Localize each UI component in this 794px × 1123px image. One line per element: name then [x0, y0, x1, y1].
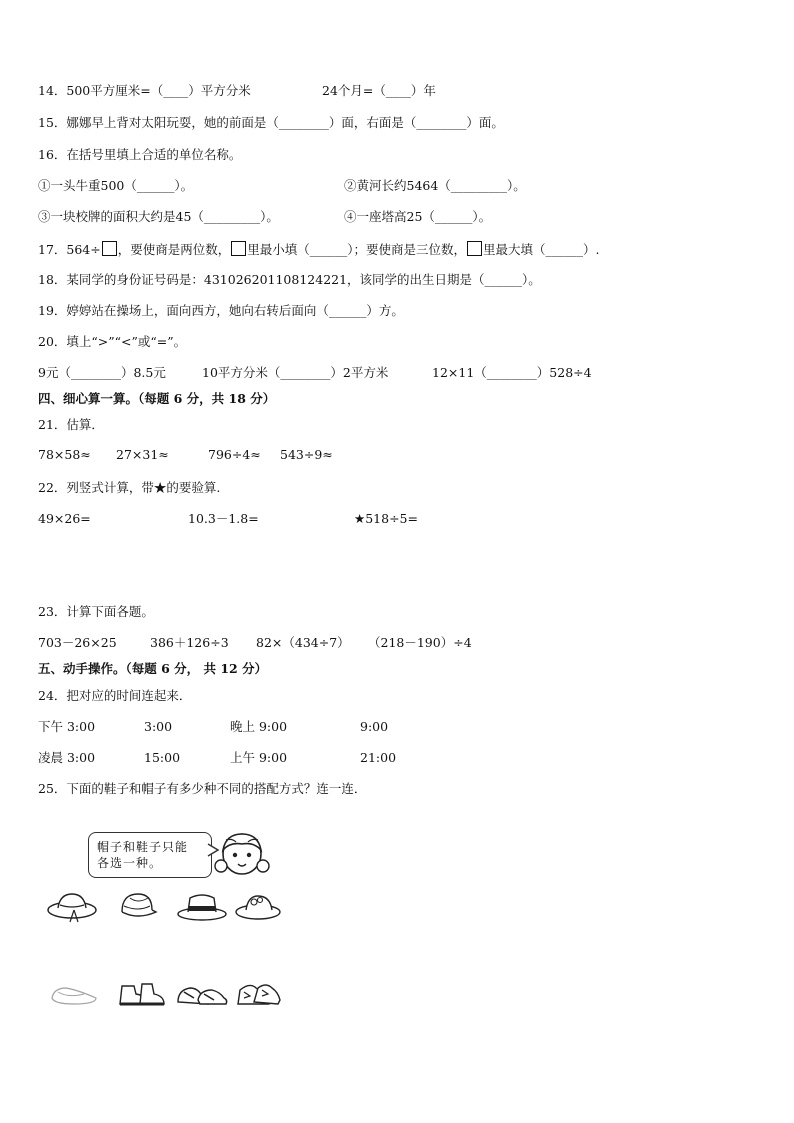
q22-item: 49×26=	[38, 511, 91, 526]
q14-part1: 14．500平方厘米=（____）平方分米	[38, 83, 251, 98]
q24-time: 21:00	[360, 750, 397, 765]
q16-item4: ④一座塔高25（______）。	[344, 209, 492, 224]
hat-sun-hat-icon	[48, 894, 96, 922]
hat-fedora-icon	[178, 895, 226, 920]
blank-box	[467, 241, 482, 256]
hat-cap-icon	[122, 894, 156, 916]
shoe-hiking-shoes-icon	[238, 985, 280, 1004]
girl-illustration-icon	[212, 826, 272, 882]
hats-row	[44, 888, 284, 928]
bubble-line-2: 各选一种。	[97, 856, 163, 870]
q17-text1: 17．564÷	[38, 242, 101, 257]
q22-item: 10.3－1.8=	[188, 511, 259, 526]
q16-item1: ①一头牛重500（______）。	[38, 178, 194, 193]
q21-item: 796÷4≈	[208, 447, 261, 462]
q19: 19．婷婷站在操场上，面向西方，她向右转后面向（______）方。	[38, 303, 404, 318]
q17-text3: 里最小填（______）；要使商是三位数，	[247, 242, 467, 257]
q24-time: 晚上 9:00	[230, 719, 288, 734]
speech-bubble	[88, 832, 212, 878]
q17	[38, 241, 600, 258]
q17-text2: ，要使商是两位数，	[117, 242, 231, 257]
q25-stem: 25．下面的鞋子和帽子有多少种不同的搭配方式？连一连．	[38, 781, 367, 796]
q21-stem: 21．估算．	[38, 417, 104, 432]
blank-box	[102, 241, 117, 256]
section-5-heading: 五、动手操作。（每题 6 分， 共 12 分）	[38, 661, 268, 676]
q15: 15．娜娜早上背对太阳玩耍，她的前面是（________）面，右面是（________）面。	[38, 115, 504, 130]
q17-text4: 里最大填（______）.	[483, 242, 600, 257]
shoe-slippers-icon	[52, 988, 96, 1004]
q16-item2: ②黄河长约5464（_________）。	[344, 178, 526, 193]
q23-item: （218－190）÷4	[368, 635, 472, 650]
q23-stem: 23．计算下面各题。	[38, 604, 154, 619]
shoe-boots-icon	[120, 984, 164, 1004]
q18: 18．某同学的身份证号码是：431026201108124221，该同学的出生日期是（______）。	[38, 272, 541, 287]
q24-stem: 24．把对应的时间连起来．	[38, 688, 192, 703]
section-4-heading: 四、细心算一算。（每题 6 分，共 18 分）	[38, 391, 276, 406]
q23-item: 703－26×25	[38, 635, 117, 650]
q21-item: 27×31≈	[116, 447, 169, 462]
q16-item3: ③一块校牌的面积大约是45（_________）。	[38, 209, 279, 224]
q14-part2: 24个月=（____）年	[322, 83, 436, 98]
q24-time: 3:00	[144, 719, 173, 734]
blank-box	[231, 241, 246, 256]
q24-time: 15:00	[144, 750, 181, 765]
q24-time: 下午 3:00	[38, 719, 96, 734]
q22-stem: 22．列竖式计算，带★的要验算.	[38, 480, 221, 495]
q20-item-b: 10平方分米（________）2平方米	[202, 365, 389, 380]
q16-stem: 16．在括号里填上合适的单位名称。	[38, 147, 242, 162]
shoe-sneakers-icon	[178, 988, 227, 1004]
q20-item-c: 12×11（________）528÷4	[432, 365, 592, 380]
q20-stem: 20．填上“>”“<”或“=”。	[38, 334, 187, 349]
shoes-row	[44, 974, 284, 1014]
q21-item: 543÷9≈	[280, 447, 333, 462]
hat-flower-hat-icon	[236, 896, 280, 919]
q23-item: 82×（434÷7）	[256, 635, 350, 650]
q24-time: 9:00	[360, 719, 389, 734]
q24-time: 凌晨 3:00	[38, 750, 96, 765]
q22-item: ★518÷5=	[354, 511, 418, 526]
q20-item-a: 9元（________）8.5元	[38, 365, 166, 380]
q24-time: 上午 9:00	[230, 750, 288, 765]
bubble-line-1: 帽子和鞋子只能	[97, 840, 189, 854]
q21-item: 78×58≈	[38, 447, 91, 462]
q23-item: 386＋126÷3	[150, 635, 229, 650]
